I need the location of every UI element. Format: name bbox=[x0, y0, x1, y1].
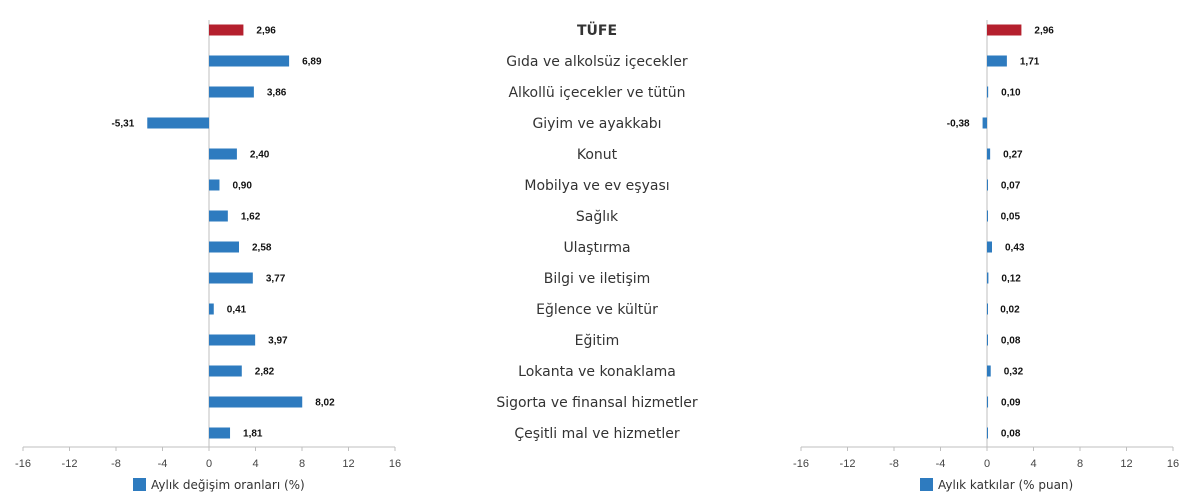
bar bbox=[987, 180, 988, 191]
bar bbox=[209, 56, 289, 67]
category-label: Çeşitli mal ve hizmetler bbox=[514, 426, 680, 442]
x-tick-label: -16 bbox=[793, 458, 809, 470]
bar-value-label: 0,12 bbox=[1001, 273, 1021, 285]
bar bbox=[209, 397, 302, 408]
x-tick-label: 0 bbox=[205, 458, 213, 470]
bar bbox=[209, 180, 219, 191]
x-tick-label: 12 bbox=[1120, 458, 1133, 470]
x-tick-label: 0 bbox=[983, 458, 991, 470]
bar bbox=[209, 211, 228, 222]
x-tick-label: -8 bbox=[889, 458, 899, 470]
bar-value-label: 8,02 bbox=[315, 397, 335, 409]
bar bbox=[209, 242, 239, 253]
bar-value-label: 0,27 bbox=[1003, 149, 1023, 161]
bar-value-label: 1,81 bbox=[243, 428, 263, 440]
bar-value-label: 2,58 bbox=[251, 242, 272, 254]
x-tick-label: -4 bbox=[157, 458, 168, 470]
bar-value-label: 2,82 bbox=[254, 366, 275, 378]
x-tick-label: 8 bbox=[1076, 458, 1084, 470]
bar bbox=[987, 87, 988, 98]
bar-value-label: 2,96 bbox=[1034, 25, 1054, 37]
category-label: Eğlence ve kültür bbox=[536, 302, 658, 318]
bar-value-label: 0,08 bbox=[1000, 335, 1021, 347]
x-tick-label: -12 bbox=[61, 458, 78, 470]
x-tick-label: 16 bbox=[1166, 458, 1180, 470]
bar-value-label: 3,97 bbox=[268, 335, 288, 347]
legend-label: Aylık değişim oranları (%) bbox=[151, 478, 305, 492]
bar-value-label: 1,62 bbox=[240, 211, 261, 223]
bar-value-label: 0,08 bbox=[1000, 428, 1021, 440]
bar-highlight bbox=[987, 25, 1021, 36]
x-tick-label: 12 bbox=[342, 458, 355, 470]
bar bbox=[987, 273, 988, 284]
bar bbox=[987, 211, 988, 222]
bar bbox=[987, 242, 992, 253]
category-label: TÜFE bbox=[576, 23, 618, 39]
category-label: Gıda ve alkolsüz içecekler bbox=[506, 54, 688, 70]
bar bbox=[987, 335, 988, 346]
bar bbox=[209, 428, 230, 439]
bar bbox=[209, 87, 254, 98]
bar-value-label: 2,40 bbox=[249, 149, 270, 161]
bar-value-label: -0,38 bbox=[946, 118, 970, 130]
bar bbox=[987, 149, 990, 160]
bar-value-label: 0,90 bbox=[232, 180, 252, 192]
x-tick-label: -12 bbox=[839, 458, 856, 470]
bar-value-label: 6,89 bbox=[302, 56, 322, 68]
category-label: Ulaştırma bbox=[563, 240, 631, 256]
category-label: Sağlık bbox=[575, 209, 619, 225]
bar-value-label: 1,71 bbox=[1019, 56, 1040, 68]
category-label: Bilgi ve iletişim bbox=[543, 271, 651, 287]
legend-label: Aylık katkılar (% puan) bbox=[938, 478, 1074, 492]
bar bbox=[983, 118, 987, 129]
bar-highlight bbox=[209, 25, 243, 36]
bar-value-label: 0,07 bbox=[1000, 180, 1021, 192]
category-label: Alkollü içecekler ve tütün bbox=[508, 85, 686, 101]
bar-value-label: -5,31 bbox=[111, 118, 135, 130]
x-tick-label: 4 bbox=[1030, 458, 1037, 470]
bar bbox=[147, 118, 209, 129]
legend-swatch bbox=[133, 478, 146, 491]
bar-value-label: 0,43 bbox=[1004, 242, 1025, 254]
bar bbox=[987, 304, 988, 315]
category-label: Lokanta ve konaklama bbox=[518, 364, 676, 380]
bar-value-label: 0,05 bbox=[1000, 211, 1021, 223]
bar bbox=[209, 304, 214, 315]
bar-value-label: 0,02 bbox=[1000, 304, 1020, 316]
bar bbox=[209, 335, 255, 346]
x-tick-label: 4 bbox=[252, 458, 259, 470]
x-tick-label: -16 bbox=[15, 458, 31, 470]
left-bar-chart bbox=[15, 20, 401, 492]
bar bbox=[987, 56, 1007, 67]
category-label: Sigorta ve finansal hizmetler bbox=[496, 395, 698, 411]
bar-value-label: 0,32 bbox=[1003, 366, 1024, 378]
bar-value-label: 2,96 bbox=[256, 25, 276, 37]
x-tick-label: 16 bbox=[388, 458, 402, 470]
bar-value-label: 3,86 bbox=[266, 87, 287, 99]
category-label: Eğitim bbox=[574, 333, 620, 349]
category-label: Giyim ve ayakkabı bbox=[532, 116, 662, 132]
bar bbox=[209, 273, 253, 284]
x-tick-label: 8 bbox=[298, 458, 306, 470]
bar-value-label: 0,09 bbox=[1001, 397, 1021, 409]
x-tick-label: -8 bbox=[111, 458, 121, 470]
category-label: Konut bbox=[576, 147, 618, 163]
bar-value-label: 0,10 bbox=[1001, 87, 1021, 99]
category-label: Mobilya ve ev eşyası bbox=[524, 178, 670, 194]
bar-value-label: 3,77 bbox=[265, 273, 286, 285]
bar bbox=[987, 397, 988, 408]
bar-value-label: 0,41 bbox=[226, 304, 247, 316]
category-labels bbox=[496, 21, 698, 442]
bar bbox=[209, 366, 242, 377]
bar bbox=[209, 149, 237, 160]
legend-swatch bbox=[920, 478, 933, 491]
bar bbox=[987, 366, 991, 377]
x-tick-label: -4 bbox=[935, 458, 946, 470]
right-bar-chart bbox=[793, 20, 1179, 492]
bar bbox=[987, 428, 988, 439]
